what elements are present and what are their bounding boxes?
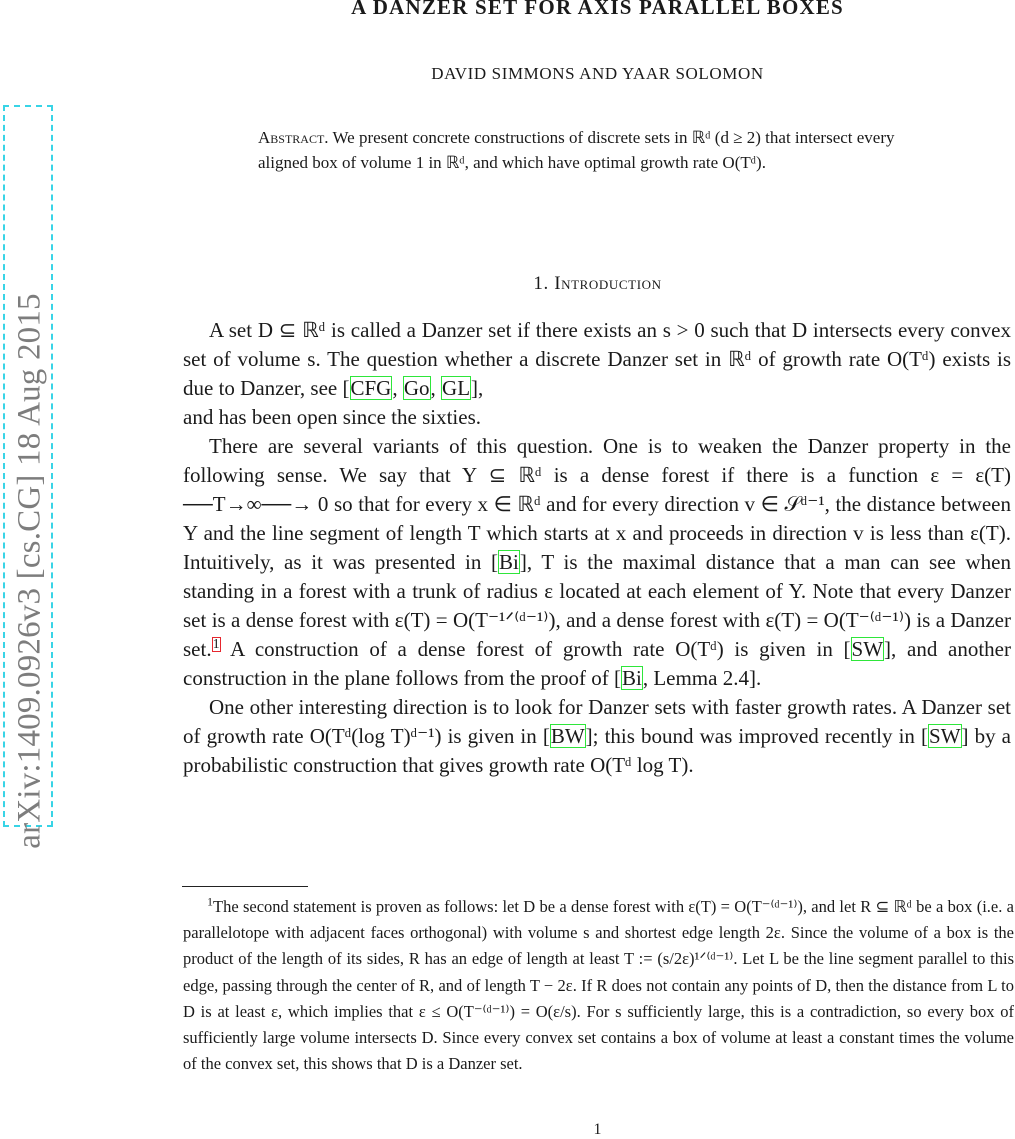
citation-bi[interactable]: Bi	[499, 550, 519, 574]
paragraph-text: ], and another construction in the plane follows from the proof of [	[183, 637, 1011, 690]
footnote-text: The second statement is proven as follows: let D be a dense forest with ε(T) = O(T⁻⁽ᵈ⁻¹⁾), and let R ⊆ ℝᵈ be a box (i.e. a parallelotope with adjacent faces orthogonal) with volume s and shortest edge length 2ε. Since the volume of a box is the product of the length of its sides, R has an edge of length at least T := (s/2ε)¹ᐟ⁽ᵈ⁻¹⁾. Let L be the line segment parallel to this edge, passing through the center of R, and of length T − 2ε. If R does not contain any points of D, then the distance from L to D is at least ε, which implies that ε ≤ O(T⁻⁽ᵈ⁻¹⁾) = O(ε/s). For s sufficiently large, this is a contradiction, so every box of sufficiently large volume intersects D. Since every convex set contains a box of volume at least a constant times the volume of the convex set, this shows that D is a Danzer set.	[183, 897, 1014, 1074]
citation-sw-2[interactable]: SW	[929, 724, 961, 748]
footnote-rule	[182, 886, 308, 887]
citation-gl[interactable]: GL	[442, 376, 471, 400]
paragraph-text: A construction of a dense forest of growth rate O(Tᵈ) is given in [	[220, 637, 851, 661]
paragraph-text: A set D ⊆ ℝᵈ is called a Danzer set if there exists an s > 0 such that D intersects every convex set of volume s. The question whether a discrete Danzer set in ℝᵈ of growth rate O(Tᵈ) exists is due to Danzer, see [	[183, 318, 1011, 400]
section-heading	[180, 273, 1015, 295]
citation-sw[interactable]: SW	[851, 637, 884, 661]
citation-bi-2[interactable]: Bi	[621, 666, 642, 690]
paragraph-text: There are several variants of this question. One is to weaken the Danzer property in the following sense. We say that Y ⊆ ℝᵈ is a dense forest if there is a function ε = ε(T) ──T→∞──→ 0 so that for every x ∈ ℝᵈ and for every direction v ∈ 𝒮ᵈ⁻¹, the distance between Y and the line segment of length T which starts at x and proceeds in direction v is less than ε(T). Intuitively, as it was presented in [	[183, 434, 1011, 574]
arxiv-identifier[interactable]: arXiv:1409.0926v3 [cs.CG] 18 Aug 2015	[11, 293, 48, 849]
footnote-mark[interactable]: 1	[212, 637, 220, 652]
footnote	[183, 894, 1014, 1077]
paragraph-3	[183, 693, 1011, 780]
paragraph-text: ] by a probabilistic construction that gives growth rate O(Tᵈ log T).	[183, 724, 1011, 777]
paragraph-text: , Lemma 2.4].	[642, 666, 762, 690]
section-number: 1.	[533, 273, 549, 294]
footnote-number: 1	[207, 894, 213, 909]
arxiv-stamp-box[interactable]	[3, 105, 53, 849]
abstract-text: We present concrete constructions of discrete sets in ℝᵈ (d ≥ 2) that intersect every aligned box of volume 1 in ℝᵈ, and which have optimal growth rate O(Tᵈ).	[258, 128, 895, 172]
abstract	[258, 125, 948, 175]
paragraph-text: ],	[471, 376, 484, 400]
paragraph-text: and has been open since the sixties.	[183, 405, 481, 429]
paragraph-1: A set D ⊆ ℝᵈ is called a Danzer set if there exists an s > 0 such that D intersects every convex set of volume s. The question whether a discrete Danzer set in ℝᵈ of growth rate O(Tᵈ) exists is due to Danzer, see [CFG, Go, GL], and has been open since the sixties.	[183, 318, 1011, 429]
section-title: Introduction	[554, 273, 662, 294]
abstract-label: Abstract.	[258, 128, 329, 147]
citation-cfg[interactable]: CFG	[350, 376, 392, 400]
citation-go[interactable]: Go	[403, 376, 430, 400]
citation-bw[interactable]: BW	[550, 724, 585, 748]
paper-title: A DANZER SET FOR AXIS PARALLEL BOXES	[351, 0, 844, 19]
paragraph-2	[183, 432, 1011, 693]
paragraph-text: ]; this bound was improved recently in [	[585, 724, 929, 748]
page-number: 1	[593, 1121, 602, 1138]
paragraph-text: One other interesting direction is to look for Danzer sets with faster growth rates. A Danzer set of growth rate O(Tᵈ(log T)ᵈ⁻¹) is given in [	[183, 695, 1011, 748]
paper-authors: DAVID SIMMONS AND YAAR SOLOMON	[431, 64, 764, 83]
introduction-body	[183, 316, 1011, 780]
paragraph-text: ], T is the maximal distance that a man can see when standing in a forest with a trunk of radius ε located at each element of Y. Note that every Danzer set is a dense forest with ε(T) = O(T⁻¹ᐟ⁽ᵈ⁻¹⁾), and a dense forest with ε(T) = O(T⁻⁽ᵈ⁻¹⁾) is a Danzer set.	[183, 550, 1011, 661]
